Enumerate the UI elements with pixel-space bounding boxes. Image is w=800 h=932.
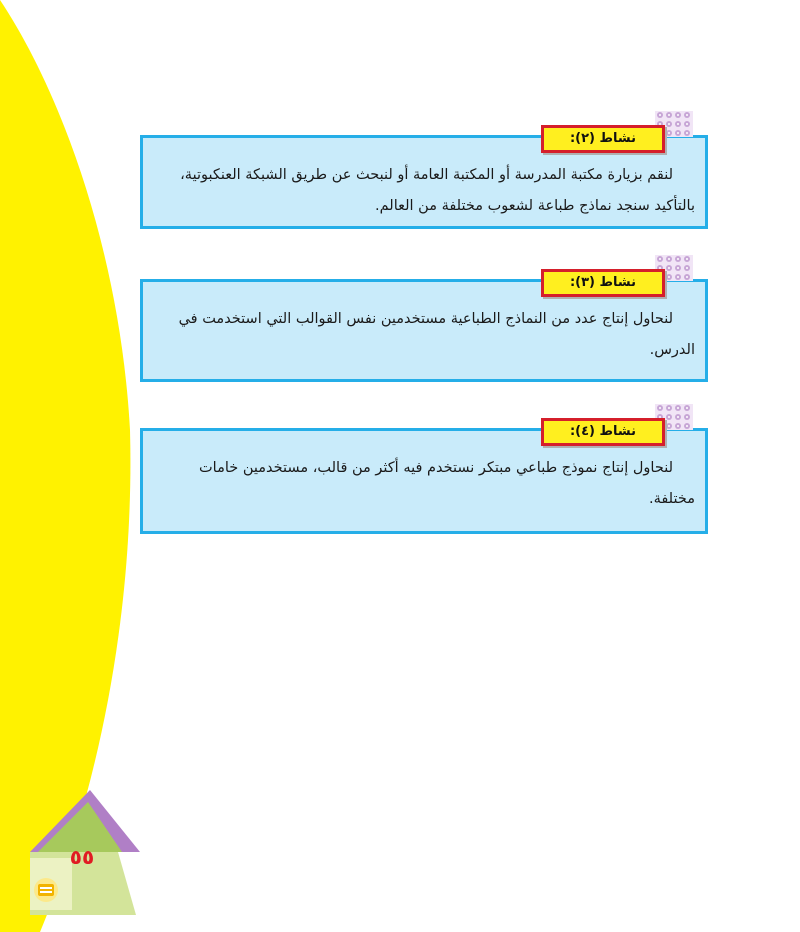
yellow-side-band xyxy=(0,0,130,932)
activity-text-4: لنحاول إنتاج نموذج طباعي مبتكر نستخدم فيه أكثر من قالب، مستخدمين خامات مختلفة. xyxy=(199,460,695,507)
activity-title-2: نشاط (٢): xyxy=(541,125,665,153)
activity-title-4: نشاط (٤): xyxy=(541,418,665,446)
page-number: ٥٥ xyxy=(69,845,95,869)
activity-box-3 xyxy=(140,275,708,382)
activity-box-4 xyxy=(140,424,708,534)
activity-box-2 xyxy=(140,131,708,229)
activity-title-3: نشاط (٣): xyxy=(541,269,665,297)
activity-text-2: لنقم بزيارة مكتبة المدرسة أو المكتبة العامة أو لنبحث عن طريق الشبكة العنكبوتية، بالتأكيد سنجد نماذج طباعة لشعوب مختلفة من العالم. xyxy=(180,167,695,214)
activity-text-3: لنحاول إنتاج عدد من النماذج الطباعية مستخدمين نفس القوالب التي استخدمت في الدرس. xyxy=(178,311,695,358)
book-logo-icon xyxy=(34,878,58,902)
